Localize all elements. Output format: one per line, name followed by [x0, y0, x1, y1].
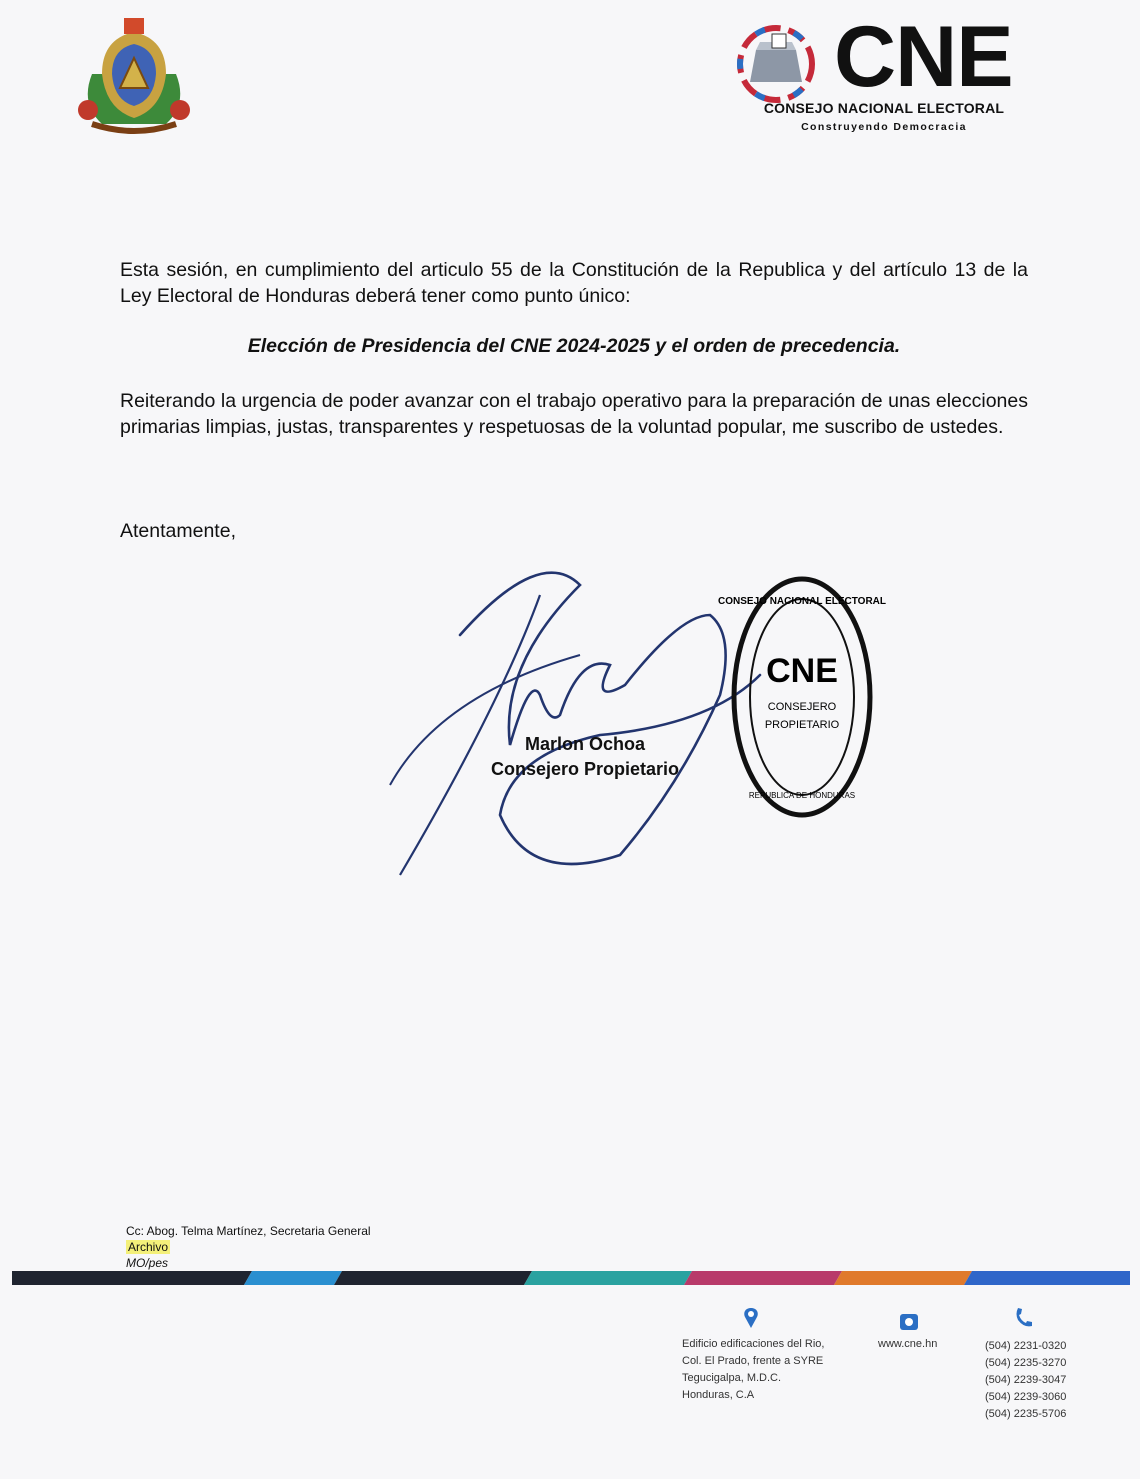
footer-address	[682, 1336, 824, 1404]
footer-phones	[985, 1338, 1066, 1423]
org-name: CONSEJO NACIONAL ELECTORAL	[763, 100, 1005, 116]
seal-ring-top: CONSEJO NACIONAL ELECTORAL	[718, 596, 886, 607]
seal-line2: PROPIETARIO	[764, 719, 840, 731]
signatory-name: Marlon Ochoa	[524, 734, 645, 754]
footer-website[interactable]: www.cne.hn	[878, 1338, 938, 1350]
location-pin-icon	[740, 1306, 762, 1330]
seal-center: CNE	[766, 652, 838, 690]
phone-icon	[1012, 1306, 1034, 1330]
seal-ring-bottom: REPUBLICA DE HONDURAS	[748, 791, 856, 800]
cne-logo-text: CNE	[834, 9, 1013, 105]
phone-number: (504) 2235-3270	[985, 1357, 1067, 1369]
phone-number: (504) 2239-3047	[985, 1374, 1067, 1386]
address-line: Edificio edificaciones del Rio,	[682, 1338, 825, 1350]
phone-number: (504) 2231-0320	[985, 1340, 1067, 1352]
address-line: Col. El Prado, frente a SYRE	[682, 1355, 824, 1367]
initials: MO/pes	[126, 1256, 169, 1270]
archive-label: Archivo	[128, 1240, 169, 1254]
org-tagline: Construyendo Democracia	[801, 121, 967, 133]
seal-line1: CONSEJERO	[767, 701, 837, 713]
cc-line: Cc: Abog. Telma Martínez, Secretaria General	[126, 1224, 371, 1238]
footer-color-stripe	[12, 1271, 1130, 1285]
cc-block	[126, 1223, 371, 1271]
closing-salutation: Atentamente,	[120, 520, 236, 542]
agenda-point: Elección de Presidencia del CNE 2024-2025 y el orden de precedencia.	[247, 335, 901, 357]
cne-ballot-logo-icon	[726, 20, 826, 108]
phone-number: (504) 2235-5706	[985, 1408, 1067, 1420]
phone-number: (504) 2239-3060	[985, 1391, 1067, 1403]
signatory-title: Consejero Propietario	[490, 759, 680, 779]
signatory-block	[440, 732, 730, 782]
paragraph-session: Esta sesión, en cumplimiento del articulo 55 de la Constitución de la Republica y del artículo 13 de la Ley Electoral de Honduras deberá tener como punto único:	[120, 259, 1028, 307]
coat-of-arms-icon	[72, 14, 196, 134]
address-line: Tegucigalpa, M.D.C.	[682, 1372, 782, 1384]
paragraph-urgency: Reiterando la urgencia de poder avanzar con el trabajo operativo para la preparación de unas elecciones primarias limpias, justas, transparentes y respetuosas de la voluntad popular, me suscribo de ustedes.	[120, 390, 1028, 438]
address-line: Honduras, C.A	[682, 1389, 755, 1401]
official-seal	[718, 572, 886, 822]
web-icon	[898, 1310, 920, 1334]
